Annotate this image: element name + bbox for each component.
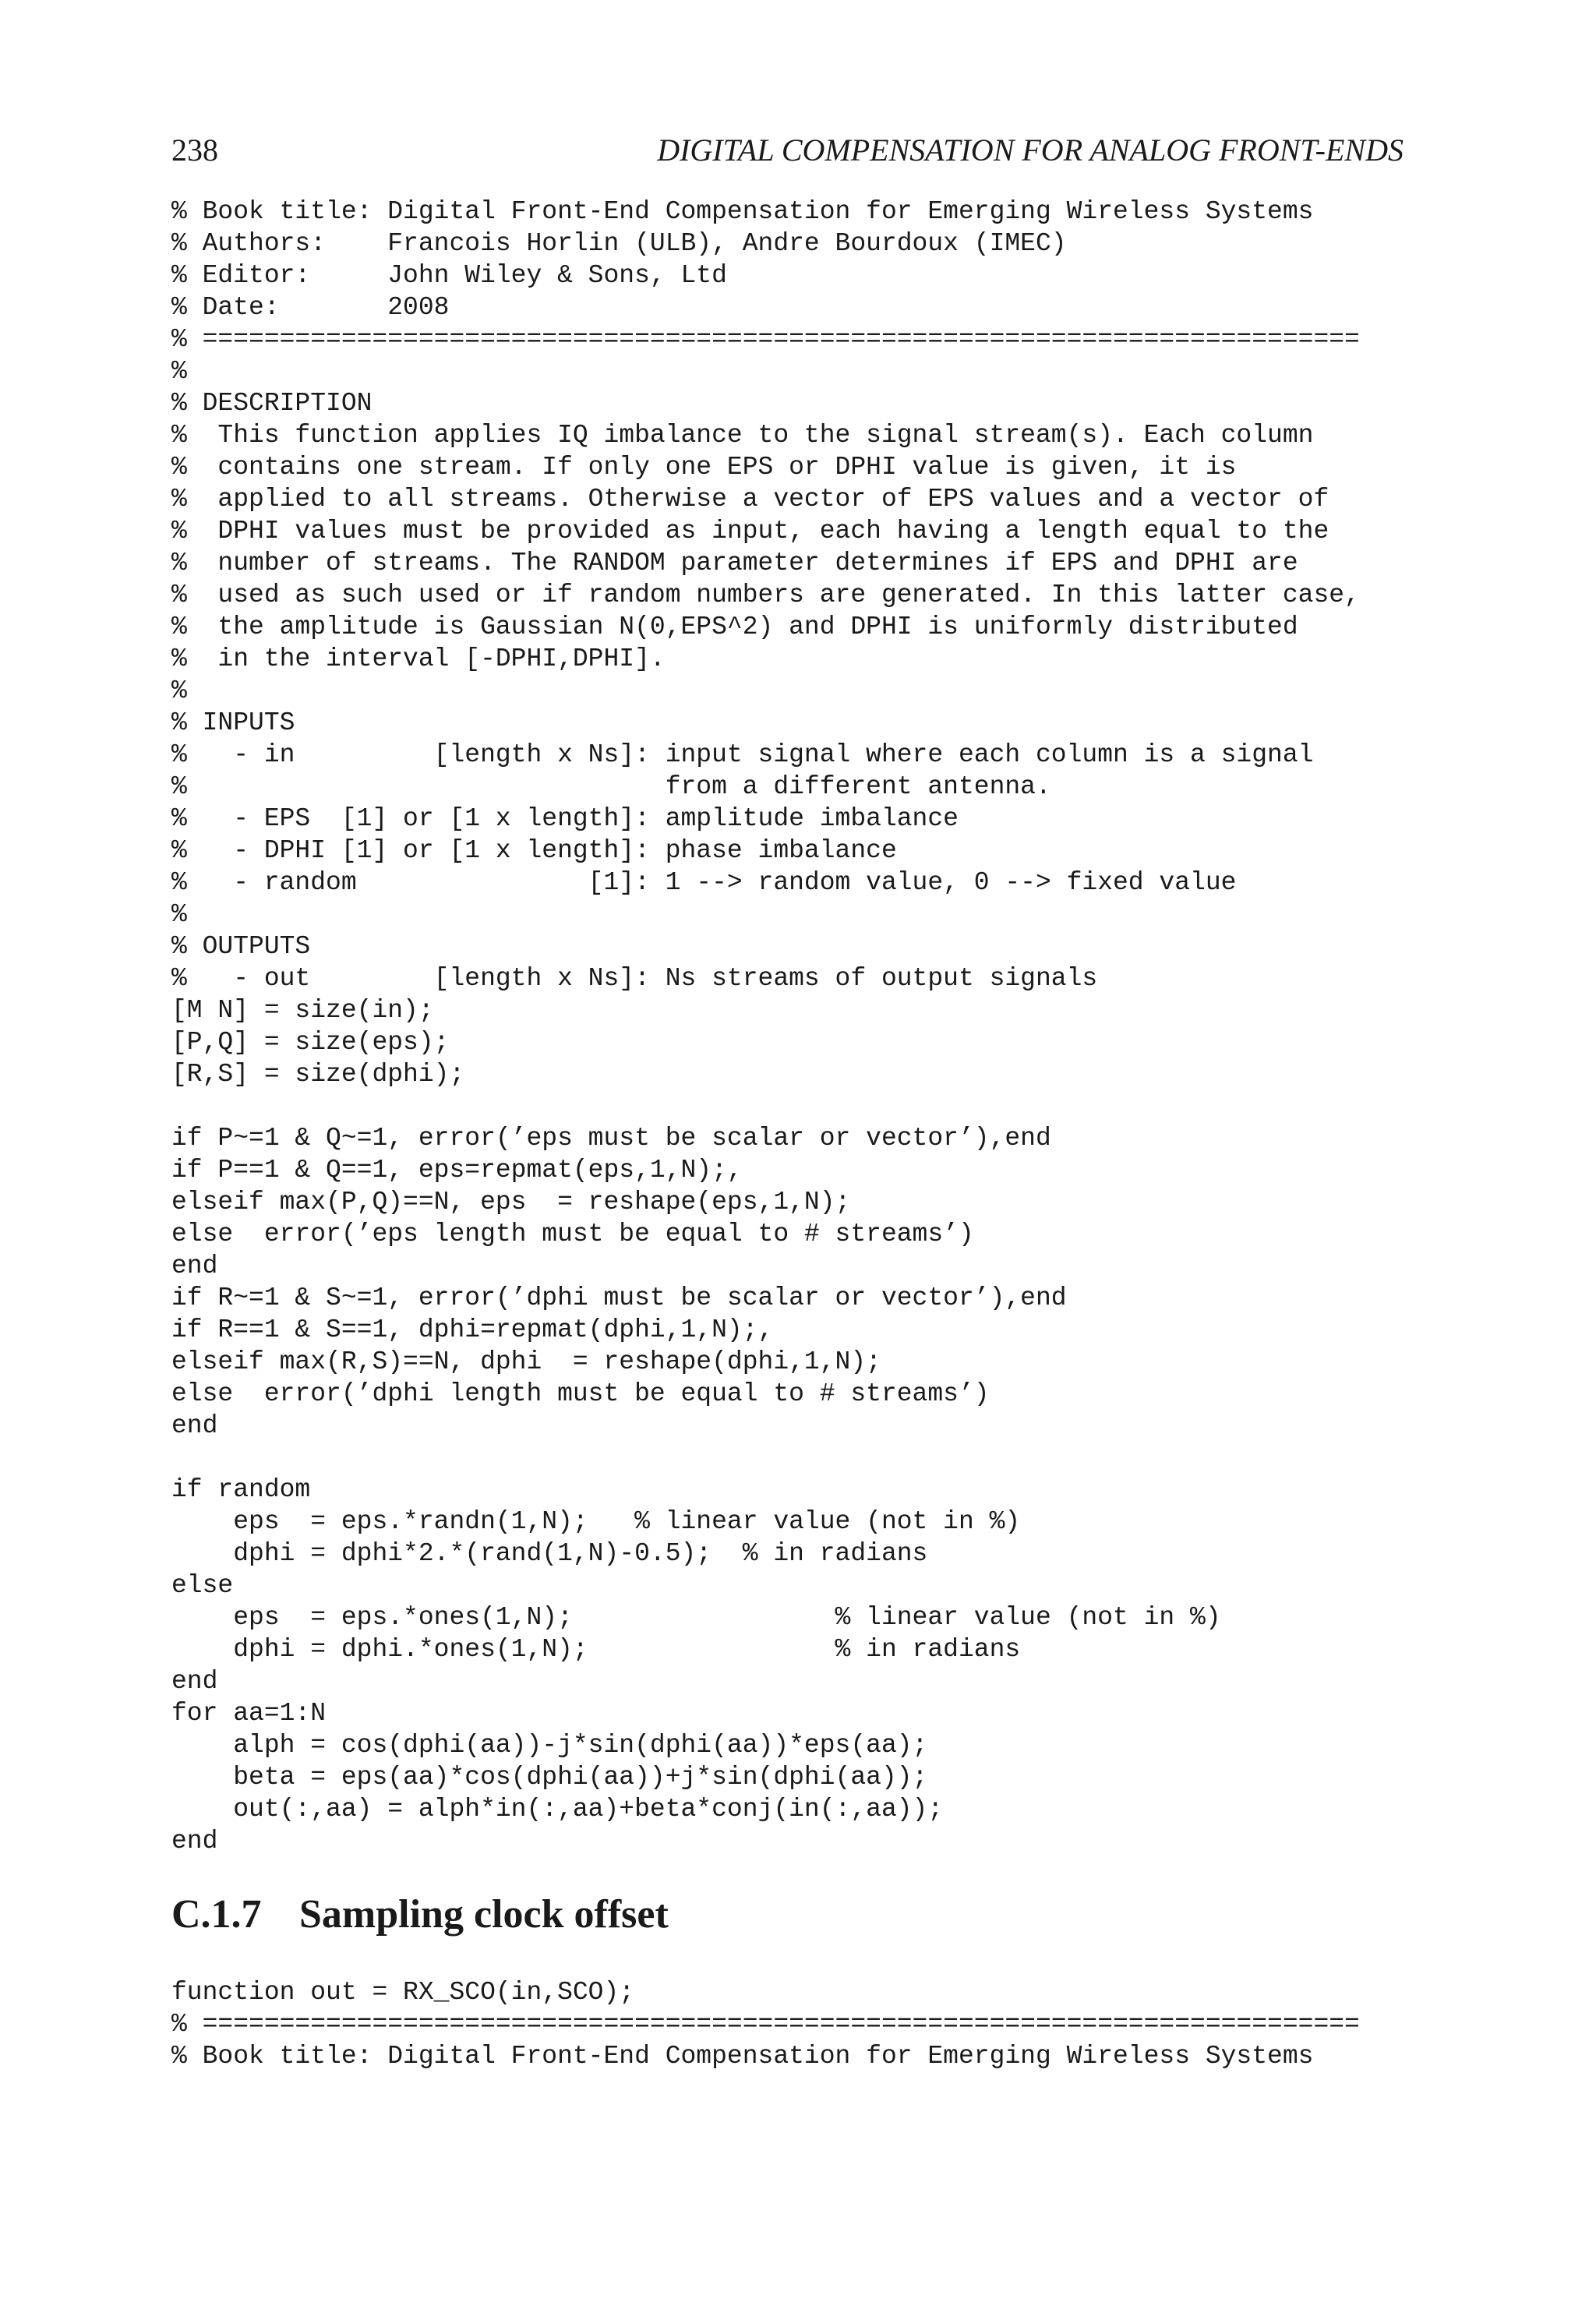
code-listing-iq-imbalance bbox=[171, 196, 1360, 1857]
code-line: dphi = dphi*2.*(rand(1,N)-0.5); % in radians bbox=[171, 1539, 928, 1568]
code-line: % OUTPUTS bbox=[171, 932, 311, 961]
code-line: % - random [1]: 1 --> random value, 0 --> fixed value bbox=[171, 868, 1237, 897]
code-line: % the amplitude is Gaussian N(0,EPS^2) and DPHI is uniformly distributed bbox=[171, 613, 1298, 641]
code-line: % bbox=[171, 900, 187, 929]
code-line: % Book title: Digital Front-End Compensation for Emerging Wireless Systems bbox=[171, 2042, 1314, 2071]
code-line: % contains one stream. If only one EPS or DPHI value is given, it is bbox=[171, 453, 1237, 482]
code-line: eps = eps.*ones(1,N); % linear value (not in %) bbox=[171, 1603, 1221, 1632]
code-line: end bbox=[171, 1667, 218, 1696]
code-line: % bbox=[171, 676, 187, 705]
code-line: % bbox=[171, 357, 187, 386]
code-line: % - out [length x Ns]: Ns streams of output signals bbox=[171, 964, 1098, 993]
section-number: C.1.7 bbox=[171, 1892, 262, 1937]
code-line: % in the interval [-DPHI,DPHI]. bbox=[171, 644, 666, 673]
code-line: % DESCRIPTION bbox=[171, 389, 373, 418]
code-line: [R,S] = size(dphi); bbox=[171, 1060, 465, 1089]
code-line: % number of streams. The RANDOM parameter determines if EPS and DPHI are bbox=[171, 549, 1298, 577]
code-line: % This function applies IQ imbalance to the signal stream(s). Each column bbox=[171, 421, 1314, 450]
code-line: out(:,aa) = alph*in(:,aa)+beta*conj(in(:,aa)); bbox=[171, 1795, 944, 1824]
code-line: if P==1 & Q==1, eps=repmat(eps,1,N);, bbox=[171, 1156, 743, 1185]
code-line: % - DPHI [1] or [1 x length]: phase imbalance bbox=[171, 836, 897, 865]
code-line: % =========================================================================== bbox=[171, 2010, 1360, 2039]
code-line: % applied to all streams. Otherwise a vector of EPS values and a vector of bbox=[171, 485, 1329, 514]
code-line: end bbox=[171, 1827, 218, 1856]
code-line: if R==1 & S==1, dphi=repmat(dphi,1,N);, bbox=[171, 1315, 774, 1344]
code-line: % DPHI values must be provided as input, each having a length equal to the bbox=[171, 517, 1329, 546]
code-line: % Authors: Francois Horlin (ULB), Andre Bourdoux (IMEC) bbox=[171, 229, 1067, 258]
code-line: % INPUTS bbox=[171, 708, 295, 737]
code-line: % Editor: John Wiley & Sons, Ltd bbox=[171, 261, 727, 290]
code-line: if R~=1 & S~=1, error(’dphi must be scalar or vector’),end bbox=[171, 1284, 1067, 1312]
code-listing-sampling-clock-offset bbox=[171, 1976, 1360, 2072]
code-line: [M N] = size(in); bbox=[171, 996, 434, 1025]
code-line: if random bbox=[171, 1475, 311, 1504]
section-heading bbox=[171, 1890, 669, 1940]
code-line: for aa=1:N bbox=[171, 1699, 327, 1728]
code-line: function out = RX_SCO(in,SCO); bbox=[171, 1978, 635, 2007]
page-number: 238 bbox=[171, 132, 218, 168]
code-line: dphi = dphi.*ones(1,N); % in radians bbox=[171, 1635, 1021, 1664]
code-line: % Date: 2008 bbox=[171, 293, 450, 322]
section-title: Sampling clock offset bbox=[299, 1892, 669, 1937]
code-line: % from a different antenna. bbox=[171, 772, 1051, 801]
code-line: elseif max(P,Q)==N, eps = reshape(eps,1,N); bbox=[171, 1188, 851, 1216]
code-line: beta = eps(aa)*cos(dphi(aa))+j*sin(dphi(aa)); bbox=[171, 1763, 928, 1792]
code-line: eps = eps.*randn(1,N); % linear value (not in %) bbox=[171, 1507, 1021, 1536]
code-line: else error(’eps length must be equal to # streams’) bbox=[171, 1220, 974, 1248]
running-header-title: DIGITAL COMPENSATION FOR ANALOG FRONT-ENDS bbox=[657, 132, 1404, 168]
code-line: % - EPS [1] or [1 x length]: amplitude imbalance bbox=[171, 804, 959, 833]
code-line: [P,Q] = size(eps); bbox=[171, 1028, 450, 1057]
code-line: alph = cos(dphi(aa))-j*sin(dphi(aa))*eps(aa); bbox=[171, 1731, 928, 1760]
code-line: else bbox=[171, 1571, 234, 1600]
code-line: elseif max(R,S)==N, dphi = reshape(dphi,1,N); bbox=[171, 1347, 881, 1376]
code-line: end bbox=[171, 1252, 218, 1280]
code-line: % - in [length x Ns]: input signal where each column is a signal bbox=[171, 740, 1314, 769]
code-line: % used as such used or if random numbers are generated. In this latter case, bbox=[171, 581, 1360, 609]
code-line: % Book title: Digital Front-End Compensation for Emerging Wireless Systems bbox=[171, 197, 1314, 226]
code-line: else error(’dphi length must be equal to # streams’) bbox=[171, 1379, 990, 1408]
code-line: if P~=1 & Q~=1, error(’eps must be scalar or vector’),end bbox=[171, 1124, 1051, 1153]
code-line: % =========================================================================== bbox=[171, 325, 1360, 354]
code-line: end bbox=[171, 1411, 218, 1440]
